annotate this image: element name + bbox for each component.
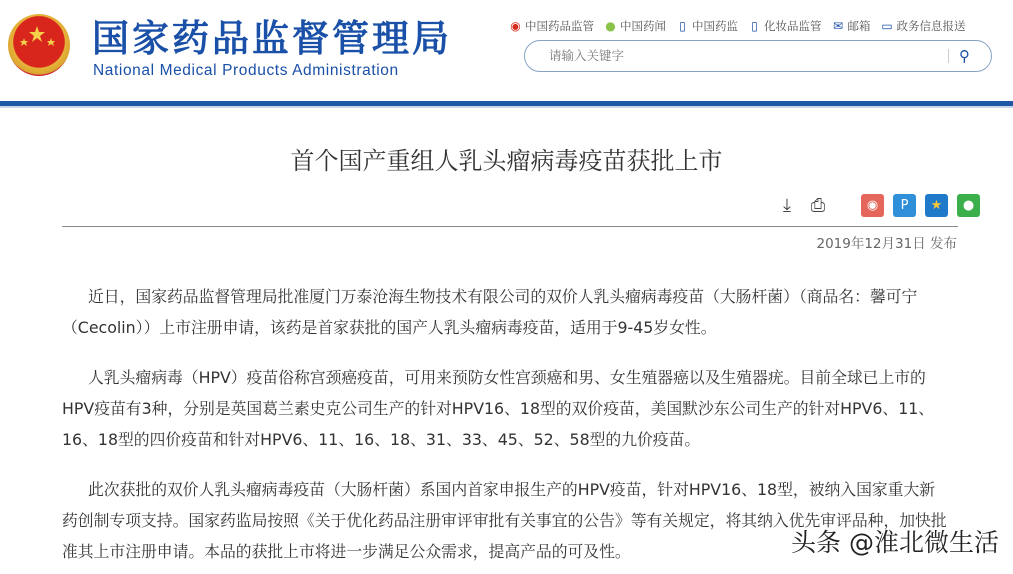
- print-icon[interactable]: ⎙: [810, 194, 826, 216]
- weibo-share-icon[interactable]: ◉: [861, 194, 884, 217]
- link-gov-info[interactable]: [880, 19, 966, 34]
- wechat-share-icon[interactable]: ●: [957, 194, 980, 217]
- link-label: 中国药品监管: [525, 19, 594, 33]
- search-input[interactable]: [549, 49, 948, 64]
- national-emblem-logo: [8, 14, 70, 76]
- paragraph-line: 人乳头瘤病毒（HPV）疫苗俗称宫颈癌疫苗，可用来预防女性宫颈癌和男、女生殖器癌以及生殖器疣。目前全球已上市的: [88, 368, 926, 387]
- paragraph-line: 近日，国家药品监督管理局批准厦门万泰沧海生物技术有限公司的双价人乳头瘤病毒疫苗（大肠杆菌）（商品名：馨可宁: [88, 287, 918, 306]
- link-cosmetics[interactable]: [747, 19, 822, 34]
- monitor-icon: ▭: [881, 19, 893, 33]
- search-separator: [948, 49, 949, 63]
- org-name-en: National Medical Products Administration: [93, 62, 399, 79]
- paragraph-line: 药创制专项支持。国家药监局按照《关于优化药品注册审评审批有关事宜的公告》等有关规定，将其纳入优先审评品种，加快批: [62, 511, 947, 530]
- watermark: 头条 @淮北微生活: [791, 528, 999, 557]
- search-box: [524, 40, 992, 72]
- link-mobile-app[interactable]: [675, 19, 738, 34]
- search-icon[interactable]: ⚲: [959, 47, 970, 65]
- paragraph-line: 准其上市注册申请。本品的获批上市将进一步满足公众需求，提高产品的可及性。: [62, 542, 631, 561]
- link-label: 邮箱: [847, 19, 871, 33]
- publish-date: 2019年12月31日 发布: [816, 236, 957, 252]
- weibo-icon: ◉: [510, 19, 521, 33]
- emblem-stars-icon: [8, 14, 70, 76]
- link-label: 中国药闻: [620, 19, 666, 33]
- wechat-icon: ●: [605, 19, 616, 33]
- top-links: [508, 19, 966, 34]
- mobile-icon: ▯: [751, 19, 758, 33]
- mail-icon: ✉: [832, 19, 844, 33]
- org-name-cn[interactable]: 国家药品监督管理局: [92, 17, 452, 60]
- divider: [62, 226, 958, 227]
- link-label: 政务信息报送: [896, 19, 966, 33]
- link-weibo[interactable]: [508, 19, 594, 34]
- paragraph-line: HPV疫苗有3种，分别是英国葛兰素史克公司生产的针对HPV16、18型的双价疫苗，美国默沙东公司生产的针对HPV6、11、: [62, 399, 935, 418]
- header-band-shadow: [0, 106, 1013, 108]
- qzone-share-icon[interactable]: ★: [925, 194, 948, 217]
- paragraph-line: （Cecolin））上市注册申请，该药是首家获批的国产人乳头瘤病毒疫苗，适用于9-45岁女性。: [62, 318, 717, 337]
- link-label: 化妆品监管: [764, 19, 822, 33]
- link-wechat[interactable]: [603, 19, 666, 34]
- paragraph-line: 16、18型的四价疫苗和针对HPV6、11、16、18、31、33、45、52、58型的九价疫苗。: [62, 430, 701, 449]
- article-title: 首个国产重组人乳头瘤病毒疫苗获批上市: [290, 147, 723, 175]
- link-label: 中国药监: [692, 19, 738, 33]
- mobile-icon: ▯: [679, 19, 686, 33]
- link-mail[interactable]: [831, 19, 871, 34]
- article-toolbar: [776, 194, 980, 217]
- tencent-weibo-share-icon[interactable]: P: [893, 194, 916, 217]
- paragraph-line: 此次获批的双价人乳头瘤病毒疫苗（大肠杆菌）系国内首家申报生产的HPV疫苗，针对HPV16、18型，被纳入国家重大新: [88, 480, 936, 499]
- download-icon[interactable]: ⤓: [783, 194, 791, 216]
